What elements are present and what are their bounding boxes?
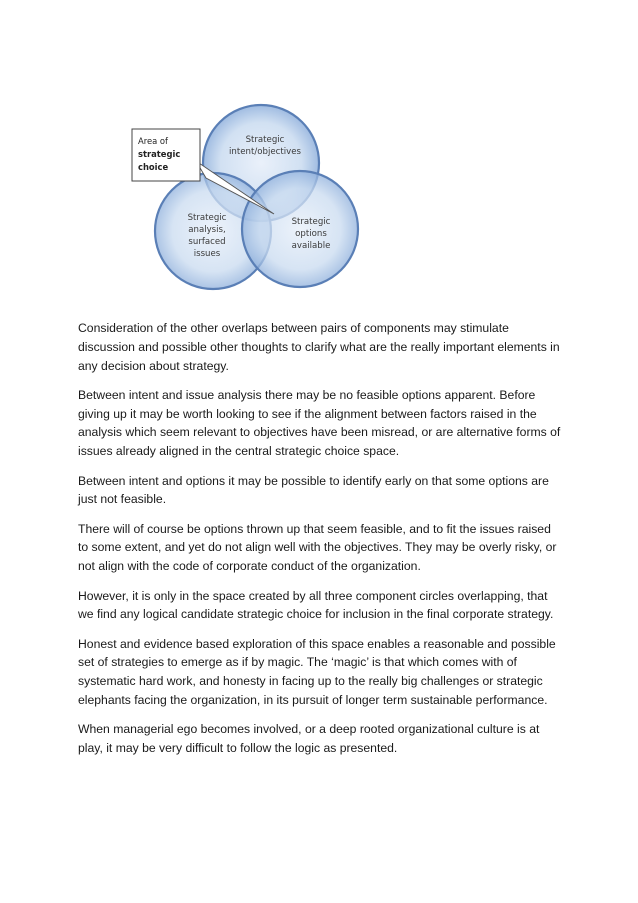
analysis-label-4: issues (193, 249, 221, 259)
intent-label-2: intent/objectives (229, 147, 301, 157)
paragraph-4: There will of course be options thrown up that seem feasible, and to fit the issues raised to some extent, and yet do not align well with the objectives. They may be overly risky, or not align with the code of corporate conduct of the organization. (78, 521, 557, 574)
analysis-label-1: Strategic (187, 213, 227, 223)
paragraph-6: Honest and evidence based exploration of this space enables a reasonable and possible set of strategies to emerge as if by magic. The ‘magic’ is that which comes with of systematic hard work, and honesty in facing up to the really big challenges or strategic elephants facing the organization, in its pursuit of longer term sustainable performance. (78, 636, 556, 708)
callout-line-3: choice (138, 162, 169, 172)
analysis-label-2: analysis, (188, 225, 226, 235)
venn-diagram (128, 96, 368, 296)
paragraph-1: Consideration of the other overlaps between pairs of components may stimulate discussion and possible other thoughts to clarify what are the really important elements in any decision about strategy. (78, 321, 560, 373)
paragraph-2: Between intent and issue analysis there may be no feasible options apparent. Before giving up it may be worth looking to see if the alignment between factors raised in the analysis which seem relevant to objectives have been misread, or are alternative forms of issues already aligned in the central strategic choice space. (78, 387, 561, 459)
options-label-1: Strategic (291, 217, 331, 227)
options-label-2: options (295, 229, 327, 239)
analysis-label-3: surfaced (188, 237, 226, 247)
paragraph-5: However, it is only in the space created by all three component circles overlapping, that we find any logical candidate strategic choice for inclusion in the final corporate strategy. (78, 588, 554, 622)
paragraph-7: When managerial ego becomes involved, or a deep rooted organizational culture is at play, it may be very difficult to follow the logic as presented. (78, 722, 540, 756)
callout-line-2: strategic (138, 149, 181, 159)
callout-line-1: Area of (138, 136, 169, 146)
paragraph-3: Between intent and options it may be possible to identify early on that some options are just not feasible. (78, 473, 549, 507)
venn-diagram-svg (128, 96, 368, 296)
body-text (78, 319, 564, 768)
options-label-3: available (291, 241, 331, 251)
intent-label-1: Strategic (245, 135, 285, 145)
